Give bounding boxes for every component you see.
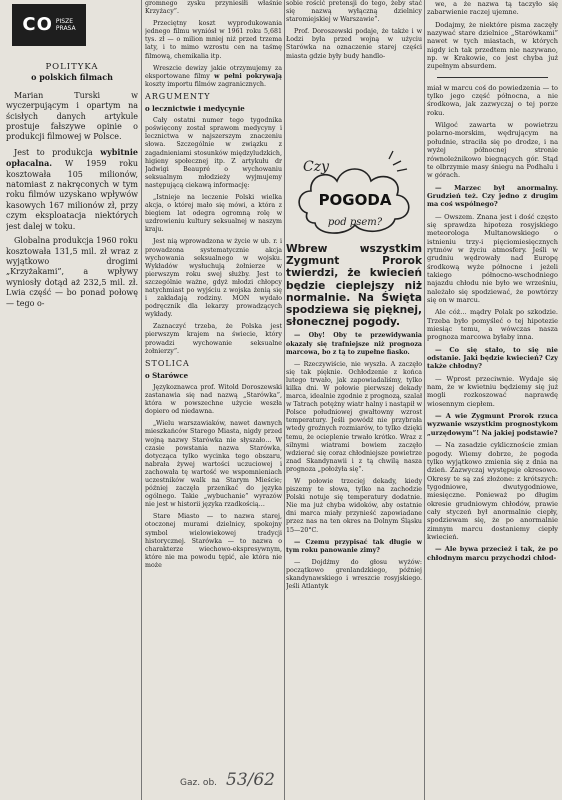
- column-divider: [284, 0, 285, 800]
- paragraph: Jest to produkcja wybitnie opłacalna. W 1959 roku kosztowała 105 milionów, natomiast z nakręconych w tym roku filmów uzyskano wpływów kasowych 167 milionów zł, przy czym eksploatacja niektórych jest dalej w toku.: [6, 146, 138, 231]
- question: — Co się stało, to się nie odstanie. Jaki będzie kwiecień? Czy także chłodny?: [427, 345, 558, 371]
- paragraph: Stare Miasto — to nazwa starej, otoczonej murami dzielnicy, spokojny symbol wielowiekowej tradycji historycznej. Starówka — to nazwa o charakterze wiechowo-ekspresywnym, które nie ma powodu tępić, ale która nie może: [145, 513, 282, 569]
- paragraph: Cały ostatni numer tego tygodnika poświęcony został sprawom medycyny i lecznictwa w najszerszym znaczeniu słowa. Szczególnie w związku z zagadnieniami stosunków międzyludzkich, higieny społecznej itp. Z artykułu dr Jadwigi Beaupré o wychowaniu seksualnym młodzieży wyjmujemy następującą ciekawą informację:: [145, 117, 282, 189]
- masthead-logo: [12, 4, 86, 46]
- paragraph: Wreszcie dewizy jakie otrzymujemy za eksportowane filmy w pełni pokrywają koszty importu filmów zagranicznych.: [145, 64, 282, 88]
- paragraph: — Dojdźmy do głosu wyżów: początkowo grenlandzkiego, później skandynawskiego i wreszcie rosyjskiego. Jeśli Atlantyk: [286, 558, 422, 591]
- paragraph: W połowie trzeciej dekady, kiedy piszemy te słowa, tylko na zachodzie Polski notuje się temperatury dodatnie. Nie ma już chyba widoków, aby ostatnie dni marca miały przynieść zapowiadane przez nas na ten okres na Dolnym Śląsku 15—20°C.: [286, 478, 422, 534]
- column-3: [286, 0, 422, 140]
- column-2: [145, 0, 282, 574]
- paragraph: miał w marcu coś do powiedzenia — to tylko jego część północna, a nie środkowa, jak zazwyczaj o tej porze roku.: [427, 83, 558, 117]
- weather-cloud-illustration: [293, 143, 417, 243]
- paragraph: — Na zasadzie cyklicznoście zmian pogody. Wiemy dobrze, że pogoda tylko wyjątkowo zmienia się z dnia na dzień. Zazwyczaj występuje okresowo. Okresy te są zaś złożone: z krótszych: tygodniowe, dwutygodniowe, miesięczne. Ponieważ po długim okresie grudniowym chłodów, prawie cały styczeń był anormalnie ciepły, spodziewam się, że po anormalnie zimnym marcu dostaniemy ciepły kwiecień.: [427, 441, 558, 541]
- question: — Oby! Oby te przewidywania okazały się trafniejsze niż prognoza marcowa, bo z tą to zupełne fiasko.: [286, 332, 422, 356]
- section-subtitle-medicine: o lecznictwie i medycynie: [145, 104, 245, 114]
- paragraph: Ale cóż… mądry Polak po szkodzie. Trzeba było pomyśleć o tej hipotezie miesiąc temu, a wówczas nasza prognoza marcowa byłaby inna.: [427, 308, 558, 342]
- paragraph: Prof. Doroszewski podaje, że także i w Łodzi była przed wojną w użyciu Starówka na oznaczenie starej części miasta gdzie były budy handlo-: [286, 28, 422, 60]
- paragraph: Jest nią wprowadzona w życie w ub. r. i prowadzona systematycznie akcja wychowania seksualnego w wojsku. Wykładów wysłuchują żołnierze w pierwszym roku swej służby. Jest to szczególnie ważne, gdyż młodzi chłopcy natychmiast po wyjściu z wojska żenią się i zakładają rodziny. MON wydało podręcznik dla lekarzy prowadzących wykłady.: [145, 238, 282, 319]
- paragraph: Dodajmy, że niektóre pisma zaczęły nazywać stare dzielnice „Starówkami” nawet w tych miastach, w których nigdy ich tak przedtem nie nazywano, np. w Krakowie, co jest chyba już zupełnym absurdem.: [427, 20, 558, 71]
- cloud-text-pogoda: POGODA: [318, 191, 392, 209]
- question: — Marzec był anormalny. Grudzień też. Czy jedno z drugim ma coś wspólnego?: [427, 183, 558, 209]
- paragraph: „Istnieje na leczenie Polski wielka akcja, o której mało się mówi, a która z biegiem lat odegra ogromną rolę w uzdrowieniu kultury seksualnej w naszym kraju.: [145, 193, 282, 234]
- paragraph: sobie rościć pretensji do tego, żeby stać się nazwą wyłączną dzielnicy staromiejskiej w Warszawie”.: [286, 0, 422, 24]
- paragraph: Globalna produkcja 1960 roku kosztowała 131,5 mil. zł wraz z wyjątkowo drogimi „Krzyżakami”, a wpływy wyniosły dotąd aż 232,5 mil. zł. Lwia część — bo ponad połowę — tego o-: [6, 236, 138, 308]
- cloud-text-czy: Czy: [303, 159, 329, 175]
- question: — Ale bywa przecież i tak, że po chłodnym marcu przychodzi chłod-: [427, 545, 558, 562]
- paragraph: — Rzeczywiście, nie wyszła. A zaczęło się tak pięknie. Ochłodzenie z końca lutego trwało, jak zapowiadaliśmy, tylko kilka dni. W połowie pierwszej dekady marca, idealnie zgodnie z prognozą, szalał w Tatrach potężny wiatr halny i nastąpił w Polsce południowej gwałtowny wzrost temperatury. Jeśli powódź nie przybrała wtedy groźnych rozmiarów, to tylko dzięki temu, że ocieplenie trwało krótko. Wraz z silnymi wiatrami bowiem zaczęło wdzierać się coraz chłodniejsze powietrze znad Skandynawii i z tą chwilą nasza prognoza „położyła się”.: [286, 360, 422, 473]
- section-title-argumenty: ARGUMENTY: [145, 91, 211, 101]
- section-title-stolica: STOLICA: [145, 358, 190, 368]
- logo-text: CO: [22, 13, 53, 35]
- paragraph: „Wielu warszawiaków, nawet dawnych mieszkańców Starego Miasta, nigdy przed wojną nazwy Starówka nie słyszało… W czasie powstania nazwa Starówka, dotycząca tylko wycinka tego obszaru, nabrała żywej wartości uczuciowej i zachowała tę wartość we wspomnieniach uczestników walk na Starym Mieście; później zaczęła przenikać do języka ogólnego. Takie „wybuchanie” wyrazów nie jest w historii języka rzadkością…: [145, 420, 282, 509]
- column-divider: [141, 0, 142, 800]
- paragraph: — Owszem. Znana jest i dość często się sprawdza hipoteza rosyjskiego meteorologa Multanowskiego o istnieniu trzy-i pięciomiesięcznych rytmów w życiu atmosfery. Jeśli w grudniu wędrowały nad Europę środkową wyże północne i jeżeli takiego północno-wschodniego najazdu chłodu nie było we wrześniu, należało się spodziewać, że powtórzy się on w marcu.: [427, 212, 558, 304]
- column-3-article: [286, 243, 422, 595]
- column-1: [6, 0, 138, 313]
- article-lead: Wbrew wszystkim Zygmunt Prorok twierdzi, że kwiecień będzie cieplejszy niż normalnie. Na Święta spodziewa się pięknej, słonecznej pogody.: [286, 243, 422, 329]
- paragraph: we, a że nazwa tą taczyło się zabarwienie raczej ujemne.: [427, 0, 558, 17]
- paragraph: Wilgoć zawarta w powietrzu polarno-morskim, wędrującym na południe, straciła się po drodze, i na wyżej północnej stronie równoleżnikowo biegnących gór. Stąd te olbrzymie masy śniegu na Podhalu i w górach.: [427, 121, 558, 180]
- cloud-text-pod-psem: pod psem?: [327, 217, 383, 228]
- column-4: [427, 0, 558, 566]
- column-divider: [424, 0, 425, 800]
- paragraph: gromnego zysku przyniesiłi właśnie Krzyżacy”.: [145, 0, 282, 16]
- logo-small-text: PISZE PRASA: [55, 18, 76, 32]
- question: — Czemu przypisać tak długie w tym roku panowanie zimy?: [286, 538, 422, 554]
- divider: [437, 77, 548, 78]
- issue-number: 53/62: [226, 770, 275, 790]
- paragraph: — Wprost przeciwnie. Wydaje się nam, że w kwietniu będziemy się już mogli rozkoszować naprawdę wiosennym ciepłem.: [427, 374, 558, 408]
- section-title-polityka: POLITYKA: [45, 62, 99, 72]
- paragraph: Językoznawca prof. Witold Doroszewski zastanawia się nad nazwą „Starówka”, która w powszechne użycie weszła dopiero od niedawna.: [145, 383, 282, 416]
- section-subtitle-films: o polskich filmach: [31, 72, 113, 83]
- paragraph: Przeciętny koszt wyprodukowania jednego filmu wyniósł w 1961 roku 5,681 tys. zł — o milion mniej niż przed trzema laty, i to mimo wzrostu cen na taśmę filmową, chemikalia itp.: [145, 20, 282, 60]
- source-note: Gaz. ob.: [180, 778, 218, 788]
- paragraph: Marian Turski w wyczerpującym i opartym na ścisłych danych artykule prostuje fałszywe opinie o produkcji filmowej w Polsce.: [6, 90, 138, 142]
- question: — A wie Zygmunt Prorok rzuca wyzwanie wszystkim prognostykom „urzędowym”! Na jakiej podstawie?: [427, 412, 558, 437]
- section-subtitle-starowka: o Starówce: [145, 370, 189, 380]
- paragraph: Zaznaczyć trzeba, że Polska jest pierwszym krajem na świecie, który prowadzi wychowanie seksualne żołnierzy”.: [145, 323, 282, 355]
